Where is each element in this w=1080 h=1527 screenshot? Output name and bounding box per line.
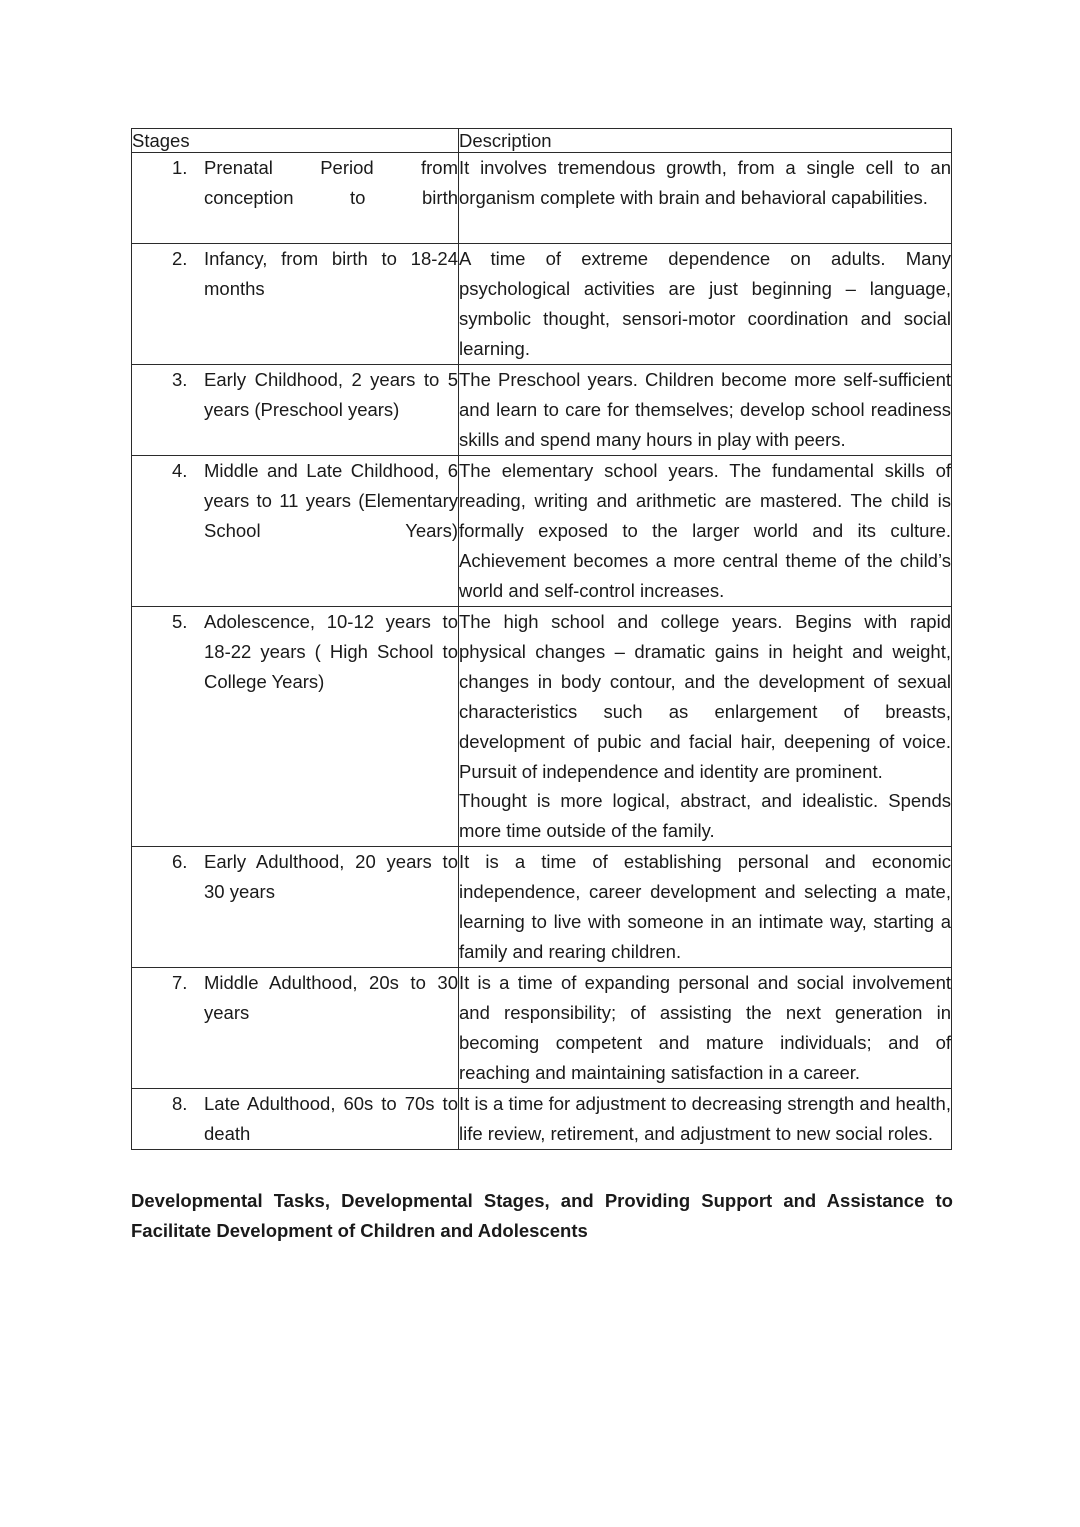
stage-list-item [132, 153, 458, 243]
document-body [131, 128, 951, 1246]
stage-list-item [132, 456, 458, 576]
stage-list-item [132, 365, 458, 425]
description-cell [459, 455, 952, 606]
description-paragraph: It involves tremendous growth, from a single cell to an organism complete with brain and behavioral capabilities. [459, 157, 951, 209]
description-cell [459, 153, 952, 244]
stage-cell [132, 606, 459, 847]
table-row [132, 455, 952, 606]
stage-label: Early Childhood, 2 years to 5 years (Preschool years) [204, 368, 458, 420]
description-cell [459, 244, 952, 365]
stage-list-item [132, 244, 458, 304]
description-paragraph: The elementary school years. The fundamental skills of reading, writing and arithmetic are mastered. The child is formally exposed to the larger world and its culture. Achievement becomes a more central theme of the child’s world and self-control increases. [459, 459, 951, 601]
table-row [132, 364, 952, 455]
description-cell [459, 364, 952, 455]
stage-label: Prenatal Period from conception to birth [204, 157, 458, 209]
stage-number: 2. [172, 248, 188, 270]
table-row [132, 153, 952, 244]
stage-label: Infancy, from birth to 18-24 months [204, 248, 458, 299]
table-row [132, 606, 952, 847]
stage-number: 3. [172, 368, 188, 390]
developmental-stages-table [131, 128, 952, 1150]
column-header-description: Description [459, 129, 952, 153]
stage-label: Middle Adulthood, 20s to 30 years [204, 972, 458, 1024]
stage-cell [132, 153, 459, 244]
table-row [132, 1089, 952, 1150]
description-paragraph: It is a time of establishing personal and economic independence, career development and selecting a mate, learning to live with someone in an intimate way, starting a family and rearing children. [459, 851, 951, 963]
table-row [132, 968, 952, 1089]
stage-list-item [132, 1089, 458, 1149]
description-cell [459, 847, 952, 968]
stage-label: Early Adulthood, 20 years to 30 years [204, 851, 458, 903]
stage-list-item [132, 847, 458, 907]
stage-cell [132, 1089, 459, 1150]
description-paragraph: Thought is more logical, abstract, and idealistic. Spends more time outside of the family. [459, 790, 951, 842]
stage-number: 7. [172, 972, 188, 994]
description-paragraph: It is a time for adjustment to decreasing strength and health, life review, retirement, and adjustment to new social roles. [459, 1093, 951, 1145]
stage-number: 4. [172, 459, 188, 481]
stage-number: 5. [172, 610, 188, 632]
description-cell [459, 968, 952, 1089]
table-row [132, 847, 952, 968]
description-cell [459, 1089, 952, 1150]
stage-list-item [132, 968, 458, 1028]
table-row [132, 244, 952, 365]
stage-label: Middle and Late Childhood, 6 years to 11 years (Elementary School Years) [204, 459, 458, 541]
description-cell [459, 606, 952, 847]
stage-cell [132, 968, 459, 1089]
stage-label: Late Adulthood, 60s to 70s to death [204, 1093, 458, 1145]
stage-cell [132, 847, 459, 968]
description-paragraph: A time of extreme dependence on adults. Many psychological activities are just beginning – language, symbolic thought, sensori-motor coordination and social learning. [459, 248, 951, 359]
description-paragraph: It is a time of expanding personal and social involvement and responsibility; of assisting the next generation in becoming competent and mature individuals; and of reaching and maintaining satisfaction in a career. [459, 972, 951, 1084]
stage-number: 6. [172, 851, 188, 873]
description-paragraph: The high school and college years. Begins with rapid physical changes – dramatic gains in height and weight, changes in body contour, and the development of sexual characteristics such as enlargement of breasts, development of pubic and facial hair, deepening of voice. Pursuit of independence and identity are prominent. [459, 610, 951, 782]
stage-number: 1. [172, 157, 188, 179]
stage-label: Adolescence, 10-12 years to 18-22 years ( High School to College Years) [204, 610, 458, 692]
section-heading: Developmental Tasks, Developmental Stages, and Providing Support and Assistance to Facilitate Development of Children and Adolescents [131, 1190, 953, 1242]
column-header-stages: Stages [132, 129, 459, 153]
stage-cell [132, 364, 459, 455]
stage-number: 8. [172, 1093, 188, 1115]
table-header-row [132, 129, 952, 153]
description-paragraph: The Preschool years. Children become more self-sufficient and learn to care for themselves; develop school readiness skills and spend many hours in play with peers. [459, 368, 951, 450]
stage-cell [132, 244, 459, 365]
stage-cell [132, 455, 459, 606]
stage-list-item [132, 607, 458, 697]
